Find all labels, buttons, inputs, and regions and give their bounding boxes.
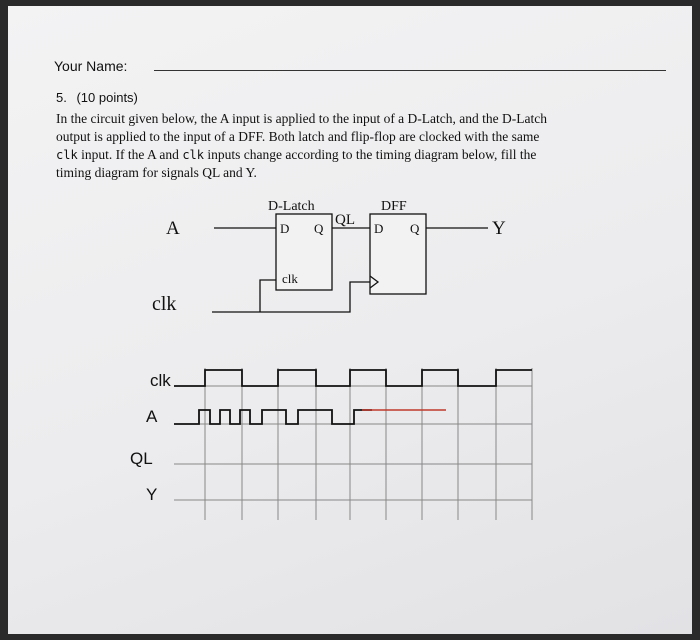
question-points: (10 points) [76,90,138,105]
timing-grid [174,368,532,520]
prompt-text: timing diagram for signals QL and Y. [56,165,257,180]
d-latch-clk-pin: clk [282,271,298,286]
clk-keyword: clk [56,148,78,162]
ql-label: QL [335,212,355,228]
timing-traces [174,370,532,424]
dff-q-pin: Q [410,221,420,236]
question-index: 5. [56,90,67,105]
timing-labels [130,371,171,504]
timing-label-ql: QL [130,449,153,468]
input-a-label: A [166,218,180,239]
dff-title: DFF [381,199,407,214]
input-clk-label: clk [152,293,177,315]
prompt-text: output is applied to the input of a DFF. Both latch and flip-flop are clocked with the same [56,129,540,144]
clk-keyword: clk [182,148,204,162]
name-label: Your Name: [54,58,128,74]
timing-label-y: Y [146,485,158,504]
a-waveform [174,410,372,424]
d-latch-q-pin: Q [314,221,324,236]
clk-waveform [174,370,532,386]
d-latch-title: D-Latch [268,199,315,214]
wire-clk-to-latch [260,280,276,312]
prompt-text: input. If the A and [77,147,183,162]
prompt-text: In the circuit given below, the A input is applied to the input of a D-Latch, and the D-Latch [56,111,547,126]
timing-label-a: A [146,407,158,426]
prompt-text: inputs change according to the timing diagram below, fill the [204,147,537,162]
timing-label-clk: clk [150,371,171,390]
dff-d-pin: D [374,221,384,236]
d-latch-d-pin: D [280,221,290,236]
output-y-label: Y [492,218,506,239]
circuit-diagram [212,214,488,312]
